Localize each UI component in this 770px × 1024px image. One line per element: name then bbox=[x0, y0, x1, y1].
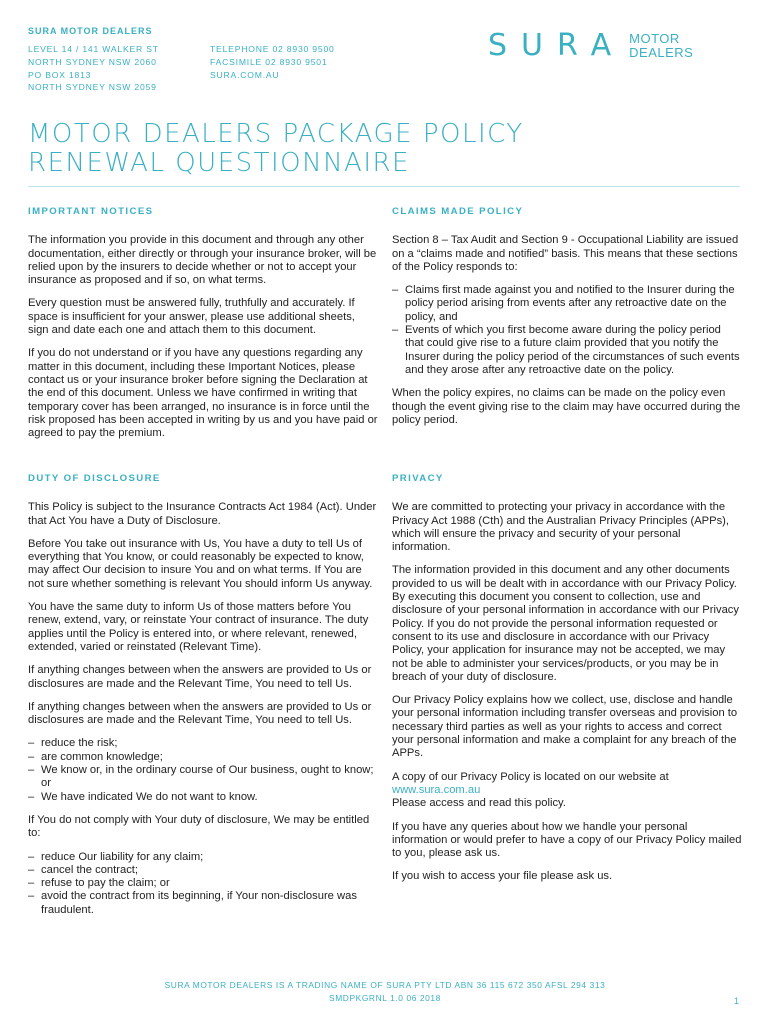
title-divider bbox=[28, 186, 740, 187]
paragraph: Before You take out insurance with Us, You have a duty to tell Us of everything that You know, or could reasonably be expected to know, may affect Our decision to insure You and on what terms. If You are not sure whether something is relevant You should inform Us anyway. bbox=[28, 537, 373, 590]
logo-sub-line: DEALERS bbox=[629, 45, 694, 60]
paragraph: We are committed to protecting your privacy in accordance with the Privacy Act 1988 (Cth) and the Australian Privacy Principles (APPs), which will ensure the privacy and security of your personal information. bbox=[392, 501, 730, 554]
address-line: LEVEL 14 / 141 WALKER ST bbox=[28, 44, 159, 54]
paragraph: If you do not understand or if you have any questions regarding any matter in this document, including these Important Notices, please contact us or your insurance broker before signing the Declaration at the end of this document. Unless we have confirmed in writing that temporary cover has been arranged, no insurance is in force until the risk proposed has been accepted in writing by us and you have paid or agreed to pay the premium. bbox=[28, 347, 378, 440]
text: Please access and read this policy. bbox=[392, 797, 566, 810]
section-heading: DUTY OF DISCLOSURE bbox=[28, 473, 161, 484]
address-line: PO BOX 1813 bbox=[28, 69, 92, 80]
dash-list bbox=[392, 284, 742, 377]
paragraph: Section 8 – Tax Audit and Section 9 - Occupational Liability are issued on a “claims made and notified” basis. This means that these sections of the Policy responds to: bbox=[392, 234, 739, 273]
paragraph: If you have any queries about how we handle your personal information or would prefer to have a copy of our Privacy Policy mailed to you, please ask us. bbox=[392, 820, 742, 860]
website-link[interactable]: www.sura.com.au bbox=[392, 783, 481, 796]
address-line: NORTH SYDNEY NSW 2059 bbox=[28, 82, 157, 93]
list-item: – Events of which you first become aware during the policy period that could give rise to a future claim provided that you notify the Insurer during the policy period of the circumstances of such events and they arose after any retroactive date on the policy. bbox=[392, 324, 742, 377]
title-line: RENEWAL QUESTIONNAIRE bbox=[28, 148, 410, 178]
facsimile: FACSIMILE 02 8930 9501 bbox=[210, 56, 328, 67]
list-item: – reduce the risk; bbox=[28, 737, 378, 750]
company-name: SURA MOTOR DEALERS bbox=[28, 26, 153, 36]
paragraph: When the policy expires, no claims can be made on the policy even though the event giving rise to the claim may have occurred during the policy period. bbox=[392, 387, 741, 426]
list-item: – cancel the contract; bbox=[28, 864, 378, 877]
footer bbox=[0, 979, 770, 1004]
paragraph: Our Privacy Policy explains how we collect, use, disclose and handle your personal information including transfer overseas and provision to necessary third parties as well as your rights to access and correct your personal information and make a complaint for any breach of the APPs. bbox=[392, 694, 738, 760]
paragraph: This Policy is subject to the Insurance Contracts Act 1984 (Act). Under that Act You have a Duty of Disclosure. bbox=[28, 501, 377, 527]
privacy-section bbox=[392, 472, 742, 894]
address-line: NORTH SYDNEY NSW 2060 bbox=[28, 56, 157, 67]
sura-logo bbox=[488, 30, 693, 62]
list-item: – Claims first made against you and notified to the Insurer during the policy period arising from events after any retroactive date on the policy, and bbox=[392, 284, 742, 324]
duty-of-disclosure-section bbox=[28, 472, 378, 927]
footer-line: SURA MOTOR DEALERS IS A TRADING NAME OF SURA PTY LTD ABN 36 115 672 350 AFSL 294 313 bbox=[164, 980, 606, 990]
document-title bbox=[28, 120, 524, 178]
page-number: 1 bbox=[734, 996, 740, 1006]
title-line: MOTOR DEALERS PACKAGE POLICY bbox=[28, 119, 524, 149]
paragraph: The information you provide in this document and through any other documentation, either directly or through your insurance broker, will be relied upon by the insurers to decide whether or not to accept your insurance as proposed and if so, on what terms. bbox=[28, 234, 377, 287]
footer-line: SMDPKGRNL 1.0 06 2018 bbox=[329, 992, 441, 1003]
list-item: – are common knowledge; bbox=[28, 751, 378, 764]
section-heading: CLAIMS MADE POLICY bbox=[392, 206, 524, 217]
list-item: – refuse to pay the claim; or bbox=[28, 877, 378, 890]
paragraph: If You do not comply with Your duty of disclosure, We may be entitled to: bbox=[28, 813, 370, 840]
paragraph: The information provided in this document and any other documents provided to us will be dealt with in accordance with our Privacy Policy. By executing this document you consent to collection, use and disclosure of your personal information in accordance with our Privacy Policy. If you do not provide the personal information requested or consent to its use and disclosure in accordance with our Privacy Policy, your application for insurance may not be accepted, we may not be able to administer your services/products, or you may be in breach of your duty of disclosure. bbox=[392, 564, 739, 683]
list-item: – avoid the contract from its beginning, if Your non-disclosure was fraudulent. bbox=[28, 890, 378, 917]
paragraph: You have the same duty to inform Us of those matters before You renew, extend, vary, or reinstate Your contract of insurance. The duty applies until the Policy is entered into, or where relevant, renewed, extended, varied or reinstated (Relevant Time). bbox=[28, 601, 369, 653]
list-item: – reduce Our liability for any claim; bbox=[28, 851, 378, 864]
paragraph: Every question must be answered fully, truthfully and accurately. If space is insufficient for your answer, please use additional sheets, sign and date each one and attach them to this document. bbox=[28, 297, 355, 337]
text: A copy of our Privacy Policy is located on our website at bbox=[392, 770, 669, 783]
list-item: – We have indicated We do not want to know. bbox=[28, 791, 378, 804]
telephone: TELEPHONE 02 8930 9500 bbox=[210, 44, 335, 54]
contact-block bbox=[210, 43, 335, 81]
dash-list bbox=[28, 737, 378, 803]
paragraph bbox=[392, 771, 742, 811]
website: SURA.COM.AU bbox=[210, 69, 280, 80]
paragraph: If anything changes between when the answers are provided to Us or disclosures are made and the Relevant Time, You need to tell Us. bbox=[28, 700, 372, 727]
logo-word: SURA bbox=[488, 28, 626, 63]
logo-subtitle bbox=[629, 30, 693, 60]
logo-sub-line: MOTOR bbox=[629, 31, 680, 46]
list-item: – We know or, in the ordinary course of Our business, ought to know; or bbox=[28, 764, 378, 791]
section-heading: PRIVACY bbox=[392, 473, 444, 484]
section-heading: IMPORTANT NOTICES bbox=[28, 206, 154, 217]
address-block bbox=[28, 43, 159, 94]
important-notices-section bbox=[28, 205, 378, 450]
dash-list bbox=[28, 851, 378, 917]
paragraph: If you wish to access your file please ask us. bbox=[392, 870, 613, 883]
paragraph: If anything changes between when the answers are provided to Us or disclosures are made and the Relevant Time, You need to tell Us. bbox=[28, 664, 372, 690]
claims-made-section bbox=[392, 205, 742, 437]
